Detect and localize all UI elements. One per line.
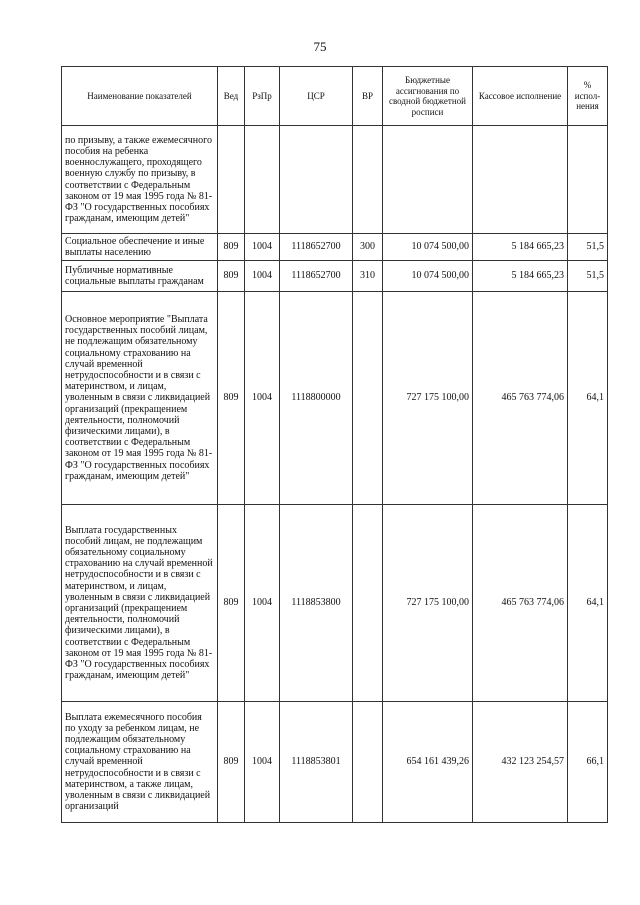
row-rzpr: 1004 [245,702,280,823]
header-name: Наименование показателей [62,67,218,126]
row-pct: 51,5 [568,234,608,261]
row-budget: 727 175 100,00 [383,505,473,702]
row-vr [353,505,383,702]
row-csr: 1118652700 [280,234,353,261]
header-ved: Вед [218,67,245,126]
row-cash: 465 763 774,06 [473,505,568,702]
row-csr: 1118853800 [280,505,353,702]
row-name: Социальное обеспечение и иные выплаты населению [62,234,218,261]
table-row [62,292,608,505]
row-cash: 5 184 665,23 [473,261,568,292]
header-rzpr: РзПр [245,67,280,126]
table-row [62,702,608,823]
row-budget: 10 074 500,00 [383,234,473,261]
row-budget: 654 161 439,26 [383,702,473,823]
table-row [62,261,608,292]
row-vr [353,702,383,823]
header-csr: ЦСР [280,67,353,126]
row-ved: 809 [218,292,245,505]
budget-execution-table [61,66,608,823]
row-pct: 64,1 [568,292,608,505]
row-csr: 1118853801 [280,702,353,823]
row-budget: 727 175 100,00 [383,292,473,505]
row-rzpr: 1004 [245,505,280,702]
header-pct: % испол-нения [568,67,608,126]
row-cash: 465 763 774,06 [473,292,568,505]
row-name: Выплата государственных пособий лицам, не подлежащим обязательному социальному страхованию на случай временной нетрудоспособности и в связи с материнством, и лицам, уволенным в связи с ликвидацией организаций (прекращением деятельности, полномочий физическими лицами), в соответствии с Федеральным законом от 19 мая 1995 года № 81-ФЗ "О государственных пособиях гражданам, имеющим детей" [62,505,218,702]
row-ved: 809 [218,261,245,292]
row-rzpr: 1004 [245,261,280,292]
row-name: по призыву, а также ежемесячного пособия на ребенка военнослужащего, проходящего военную службу по призыву, в соответствии с Федеральным законом от 19 мая 1995 года № 81-ФЗ "О государственных пособиях гражданам, имеющим детей" [62,126,218,234]
table-row [62,505,608,702]
row-vr [353,292,383,505]
table-row [62,126,608,234]
row-ved: 809 [218,234,245,261]
table-header-row [62,67,608,126]
row-cash: 5 184 665,23 [473,234,568,261]
row-pct: 66,1 [568,702,608,823]
row-name: Публичные нормативные социальные выплаты гражданам [62,261,218,292]
row-ved: 809 [218,702,245,823]
row-rzpr [245,126,280,234]
row-csr: 1118652700 [280,261,353,292]
row-rzpr: 1004 [245,292,280,505]
row-vr [353,126,383,234]
row-pct [568,126,608,234]
row-name: Основное мероприятие "Выплата государственных пособий лицам, не подлежащим обязательному социальному страхованию на случай временной нетрудоспособности и в связи с материнством, и лицам, уволенным в связи с ликвидацией организаций (прекращением деятельности, полномочий физическими лицами), в соответствии с Федеральным законом от 19 мая 1995 года № 81-ФЗ "О государственных пособиях гражданам, имеющим детей" [62,292,218,505]
row-ved [218,126,245,234]
row-csr: 1118800000 [280,292,353,505]
row-vr: 310 [353,261,383,292]
row-rzpr: 1004 [245,234,280,261]
row-budget: 10 074 500,00 [383,261,473,292]
row-pct: 51,5 [568,261,608,292]
header-cash: Кассовое исполнение [473,67,568,126]
row-vr: 300 [353,234,383,261]
table-row [62,234,608,261]
row-cash: 432 123 254,57 [473,702,568,823]
row-ved: 809 [218,505,245,702]
row-csr [280,126,353,234]
page-number: 75 [313,39,327,54]
row-name: Выплата ежемесячного пособия по уходу за ребенком лицам, не подлежащим обязательному социальному страхованию на случай временной нетрудоспособности и в связи с материнством, а также лицам, уволенным в связи с ликвидацией организаций [62,702,218,823]
row-budget [383,126,473,234]
header-budget: Бюджетные ассигнования по сводной бюджетной росписи [383,67,473,126]
row-pct: 64,1 [568,505,608,702]
row-cash [473,126,568,234]
header-vr: ВР [353,67,383,126]
